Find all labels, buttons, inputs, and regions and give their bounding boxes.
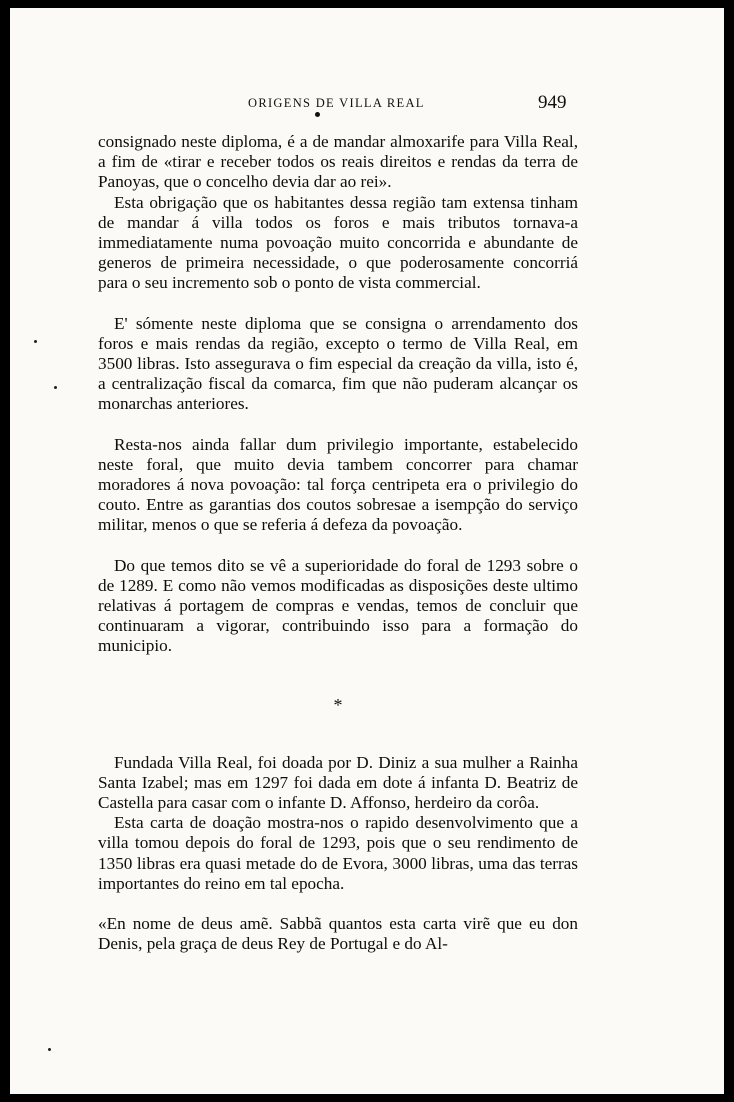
margin-speck — [48, 1048, 51, 1051]
margin-speck — [34, 340, 37, 343]
header-dot-mark — [315, 112, 320, 117]
book-page — [10, 8, 724, 1094]
page-number: 949 — [538, 92, 567, 113]
paragraph-8: «En nome de deus amẽ. Sabbã quantos esta carta virẽ que eu don Denis, pela graça de deus Rey de Portugal e do Al- — [98, 914, 578, 954]
page-header — [10, 92, 724, 116]
body-text — [98, 132, 578, 955]
paragraph-1: consignado neste diploma, é a de mandar almoxarife para Villa Real, a fim de «tirar e receber todos os reais direitos e rendas da terra de Panoyas, que o concelho devia dar ao rei». — [98, 132, 578, 192]
paragraph-5: Do que temos dito se vê a superioridade do foral de 1293 sobre o de 1289. E como não vemos modificadas as disposições deste ultimo relativas á portagem de compras e vendas, temos de concluir que continuaram a vigorar, contribuindo isso para a formação do municipio. — [98, 555, 578, 656]
paragraph-4: Resta-nos ainda fallar dum privilegio importante, estabelecido neste foral, que muito devia tambem concorrer para chamar moradores á nova povoação: tal força centripeta era o privilegio do couto. Entre as garantias dos coutos sobresae a isempção do serviço militar, menos o que se referia á defeza da povoação. — [98, 434, 578, 535]
paragraph-3: E' sómente neste diploma que se consigna o arrendamento dos foros e mais rendas da região, excepto o termo de Villa Real, em 3500 libras. Isto assegurava o fim especial da creação da villa, isto é, a centralização fiscal da comarca, fim que não puderam alcançar os monarchas anteriores. — [98, 313, 578, 414]
paragraph-6: Fundada Villa Real, foi doada por D. Diniz a sua mulher a Rainha Santa Izabel; mas em 1297 foi dada em dote á infanta D. Beatriz de Castella para casar com o infante D. Affonso, herdeiro da corôa. — [98, 752, 578, 813]
section-separator: * — [333, 694, 343, 715]
margin-speck — [54, 386, 57, 389]
paragraph-2: Esta obrigação que os habitantes dessa região tam extensa tinham de mandar á villa todos os foros e mais tributos tornava-a immediatamente numa povoação muito concorrida e abundante de generos de primeira necessidade, o que poderosamente concorriá para o seu incremento sob o ponto de vista commercial. — [98, 192, 578, 293]
paragraph-7: Esta carta de doação mostra-nos o rapido desenvolvimento que a villa tomou depois do foral de 1293, pois que o seu rendimento de 1350 libras era quasi metade do de Evora, 3000 libras, uma das terras importantes do reino em tal epocha. — [98, 813, 578, 893]
running-title: ORIGENS DE VILLA REAL — [248, 96, 425, 110]
